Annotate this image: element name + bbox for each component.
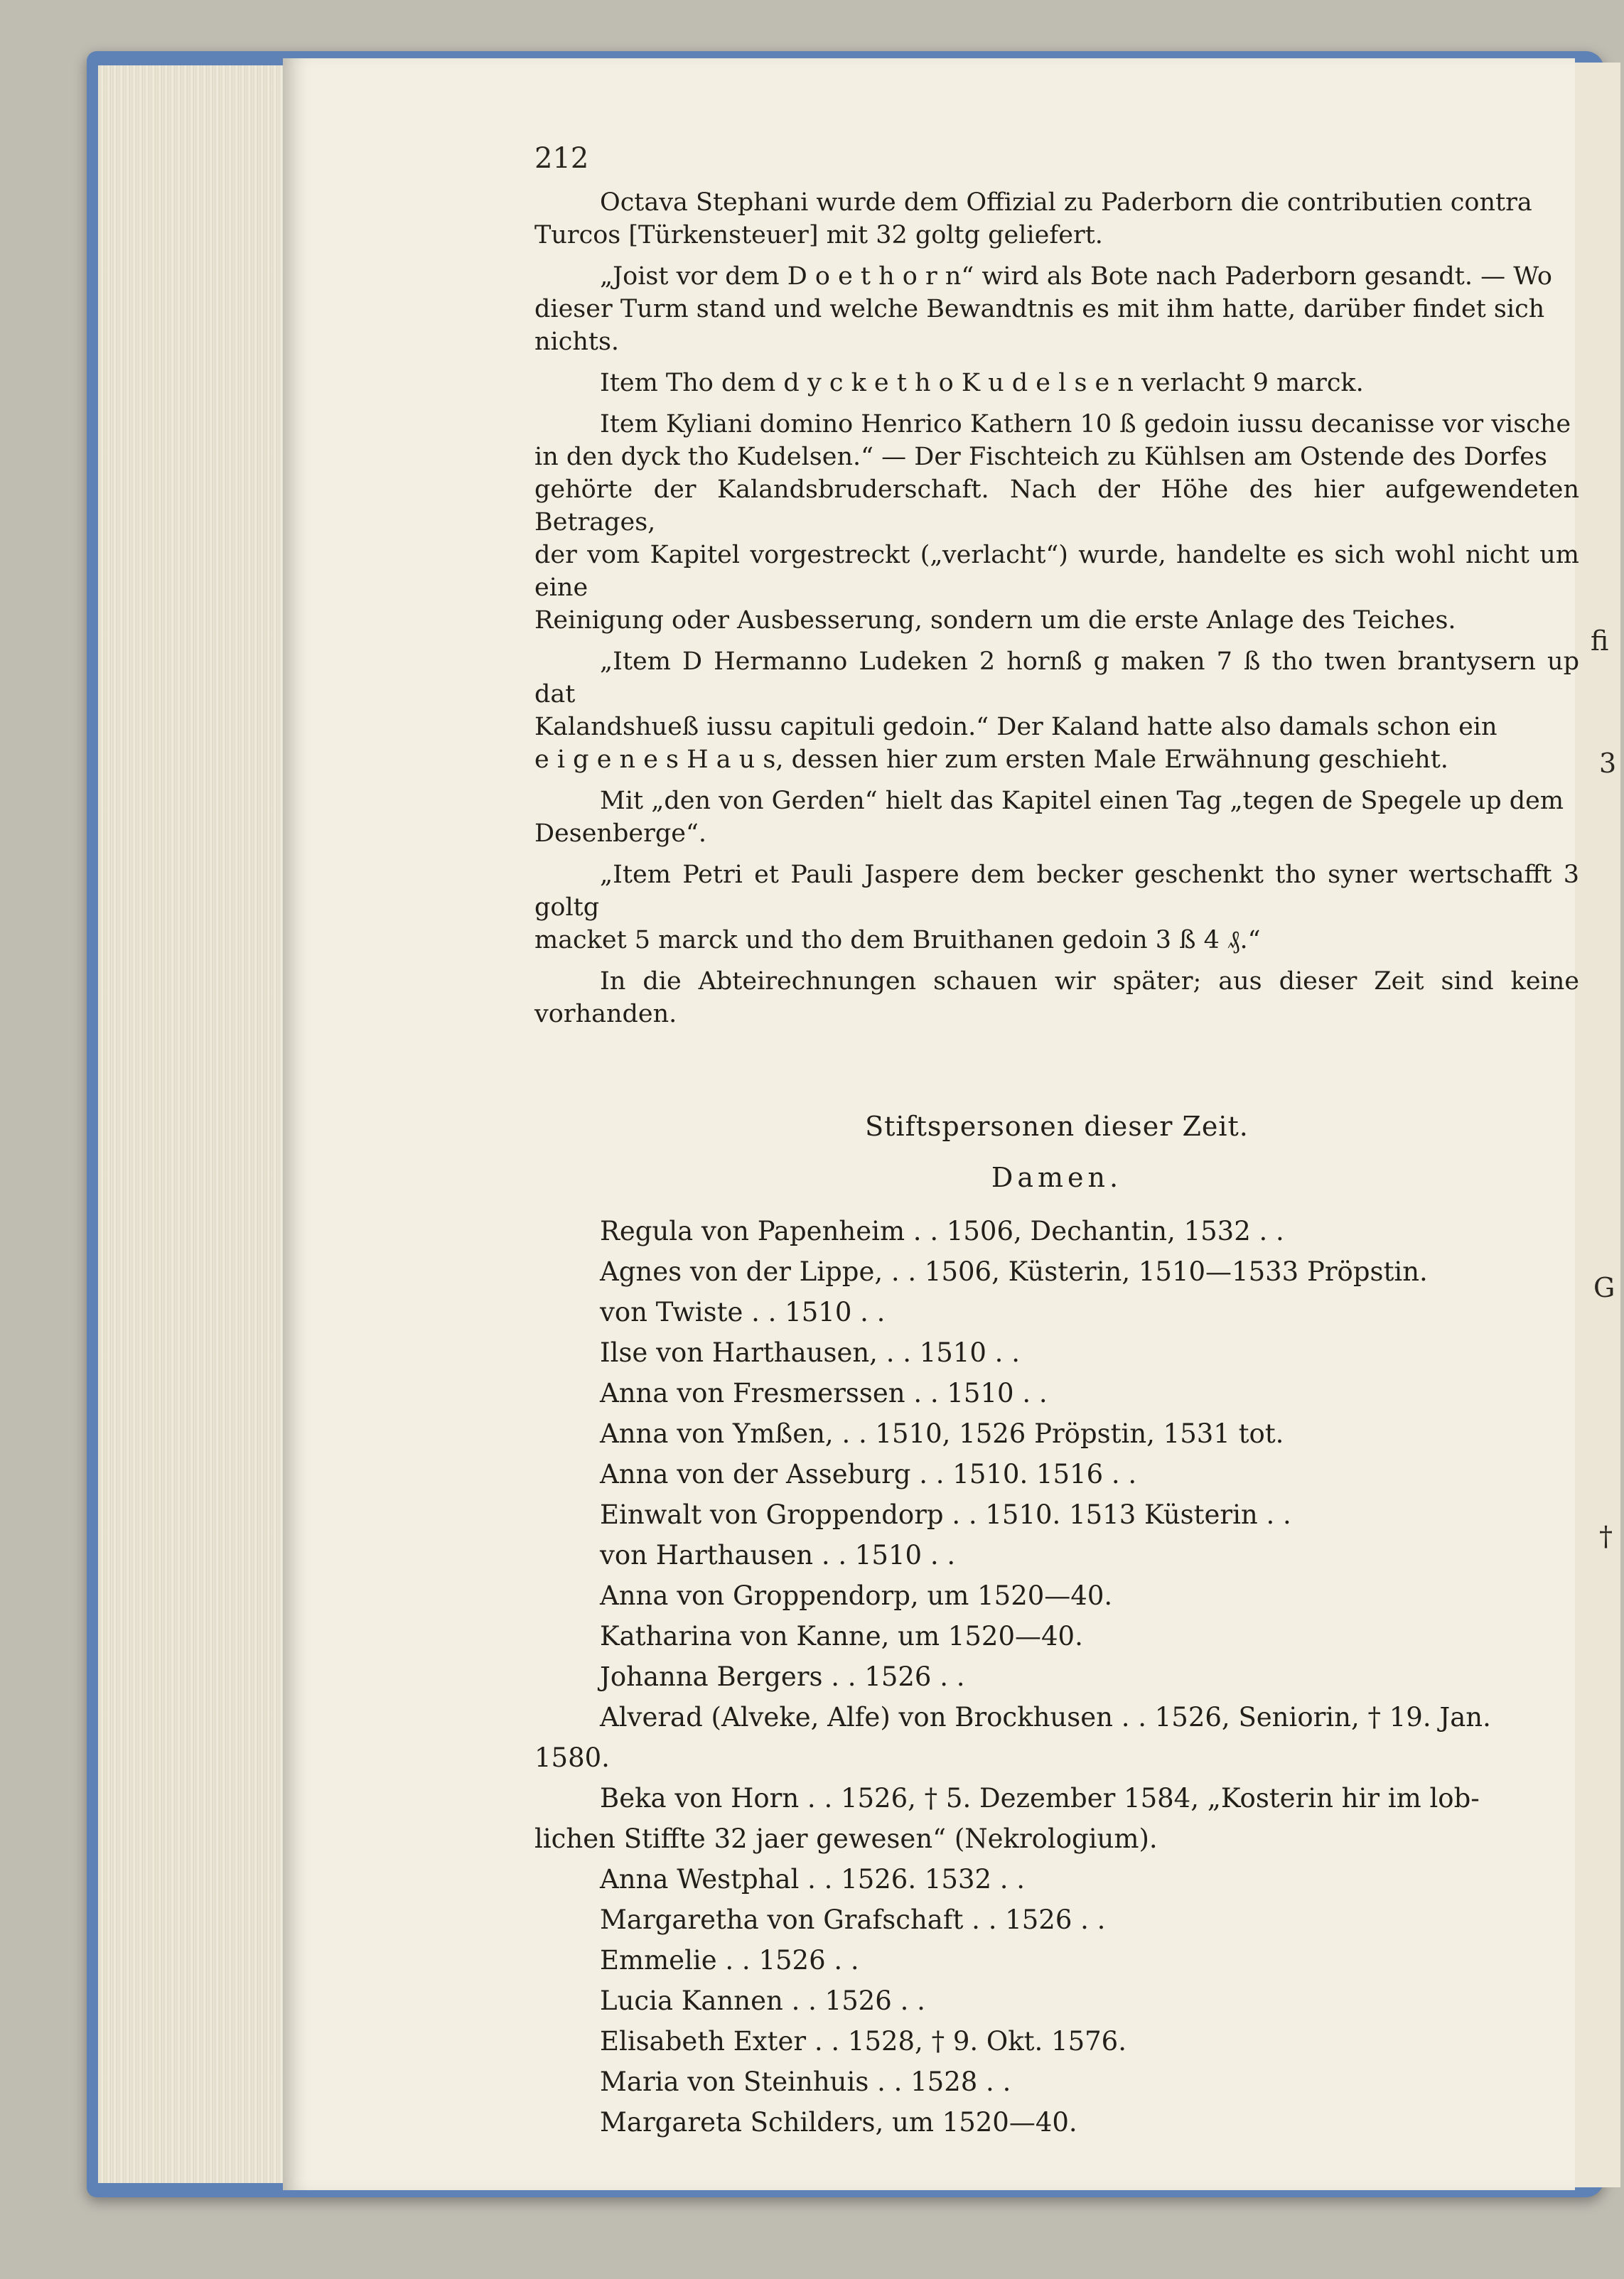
list-item: Agnes von der Lippe, . . 1506, Küsterin, 1510—1533 Pröpstin.: [600, 1256, 1428, 1287]
paragraph: Item Kyliani domino Henrico Kathern 10 ß gedoin iussu decanisse vor vische in den dyck tho Kudelsen.“ — Der Fischteich zu Kühlsen am Ostende des Dorfes gehörte der Kalandsbruderschaft. Nach der Höhe des hier aufgewendeten Betrages, der vom Kapitel vorgestreckt („verlacht“) wurde, handelte es sich wohl nicht um eine Reinigung oder Ausbesserung, sondern um die erste Anlage des Teiches.: [534, 410, 1579, 635]
paragraph: „Joist vor dem D o e t h o r n“ wird als Bote nach Paderborn gesandt. — Wo dieser Turm stand und welche Bewandtnis es mit ihm hatte, darüber findet sich nichts.: [534, 262, 1552, 356]
edge-mark: †: [1599, 1521, 1613, 1552]
edge-mark: fi: [1591, 625, 1609, 657]
list-item: Regula von Papenheim . . 1506, Dechantin, 1532 . .: [600, 1216, 1284, 1246]
paragraph: Mit „den von Gerden“ hielt das Kapitel einen Tag „tegen de Spegele up dem Desenberge“.: [534, 787, 1564, 848]
list-item: Ilse von Harthausen, . . 1510 . .: [600, 1337, 1020, 1368]
list-item: Anna von Fresmerssen . . 1510 . .: [600, 1378, 1048, 1408]
list-item: Johanna Bergers . . 1526 . .: [600, 1661, 965, 1692]
list-item: Anna von der Asseburg . . 1510. 1516 . .: [600, 1459, 1137, 1489]
list-item: Einwalt von Groppendorp . . 1510. 1513 Küsterin . .: [600, 1499, 1291, 1530]
list-item: Margareta Schilders, um 1520—40.: [600, 2107, 1077, 2138]
list-item: Lucia Kannen . . 1526 . .: [600, 1986, 925, 2016]
list-item: Katharina von Kanne, um 1520—40.: [600, 1621, 1083, 1652]
person-list: [534, 1211, 1579, 2143]
list-item: Alverad (Alveke, Alfe) von Brockhusen . . 1526, Seniorin, † 19. Jan. 1580.: [534, 1702, 1491, 1773]
section-subheading: Damen.: [991, 1162, 1123, 1193]
edge-mark: G: [1593, 1272, 1615, 1303]
paragraph: „Item D Hermanno Ludeken 2 hornß g maken 7 ß tho twen brantysern up dat Kalandshueß iussu capituli gedoin.“ Der Kaland hatte also damals schon ein e i g e n e s H a u s, dessen hier zum ersten Male Erwähnung geschieht.: [534, 647, 1579, 774]
list-item: Beka von Horn . . 1526, † 5. Dezember 1584, „Kosterin hir im lob- lichen Stiffte 32 jaer gewesen“ (Nekrologium).: [534, 1783, 1480, 1854]
paragraph: Octava Stephani wurde dem Offizial zu Paderborn die contributien contra Turcos [Türkensteuer] mit 32 goltg geliefert.: [534, 188, 1532, 249]
page-text: [534, 186, 1579, 2143]
edge-mark: 3: [1599, 748, 1617, 779]
list-item: Elisabeth Exter . . 1528, † 9. Okt. 1576.: [600, 2026, 1126, 2057]
paragraph: „Item Petri et Pauli Jaspere dem becker geschenkt tho syner wertschafft 3 goltg macket 5 marck und tho dem Bruithanen gedoin 3 ß 4 ₰.“: [534, 861, 1579, 954]
list-item: von Twiste . . 1510 . .: [600, 1297, 886, 1327]
page-edges: [98, 65, 304, 2183]
list-item: Anna Westphal . . 1526. 1532 . .: [600, 1864, 1026, 1895]
list-item: Anna von Groppendorp, um 1520—40.: [600, 1580, 1113, 1611]
paragraph: In die Abteirechnungen schauen wir später; aus dieser Zeit sind keine vorhanden.: [534, 967, 1579, 1028]
list-item: Anna von Ymßen, . . 1510, 1526 Pröpstin, 1531 tot.: [600, 1418, 1284, 1449]
section-heading: Stiftspersonen dieser Zeit.: [865, 1111, 1249, 1142]
list-item: Emmelie . . 1526 . .: [600, 1945, 859, 1976]
list-item: Margaretha von Grafschaft . . 1526 . .: [600, 1904, 1106, 1935]
list-item: von Harthausen . . 1510 . .: [600, 1540, 956, 1570]
paragraph: Item Tho dem d y c k e t h o K u d e l s e n verlacht 9 marck.: [600, 369, 1364, 397]
list-item: Maria von Steinhuis . . 1528 . .: [600, 2067, 1011, 2097]
page-number: 212: [534, 142, 589, 175]
